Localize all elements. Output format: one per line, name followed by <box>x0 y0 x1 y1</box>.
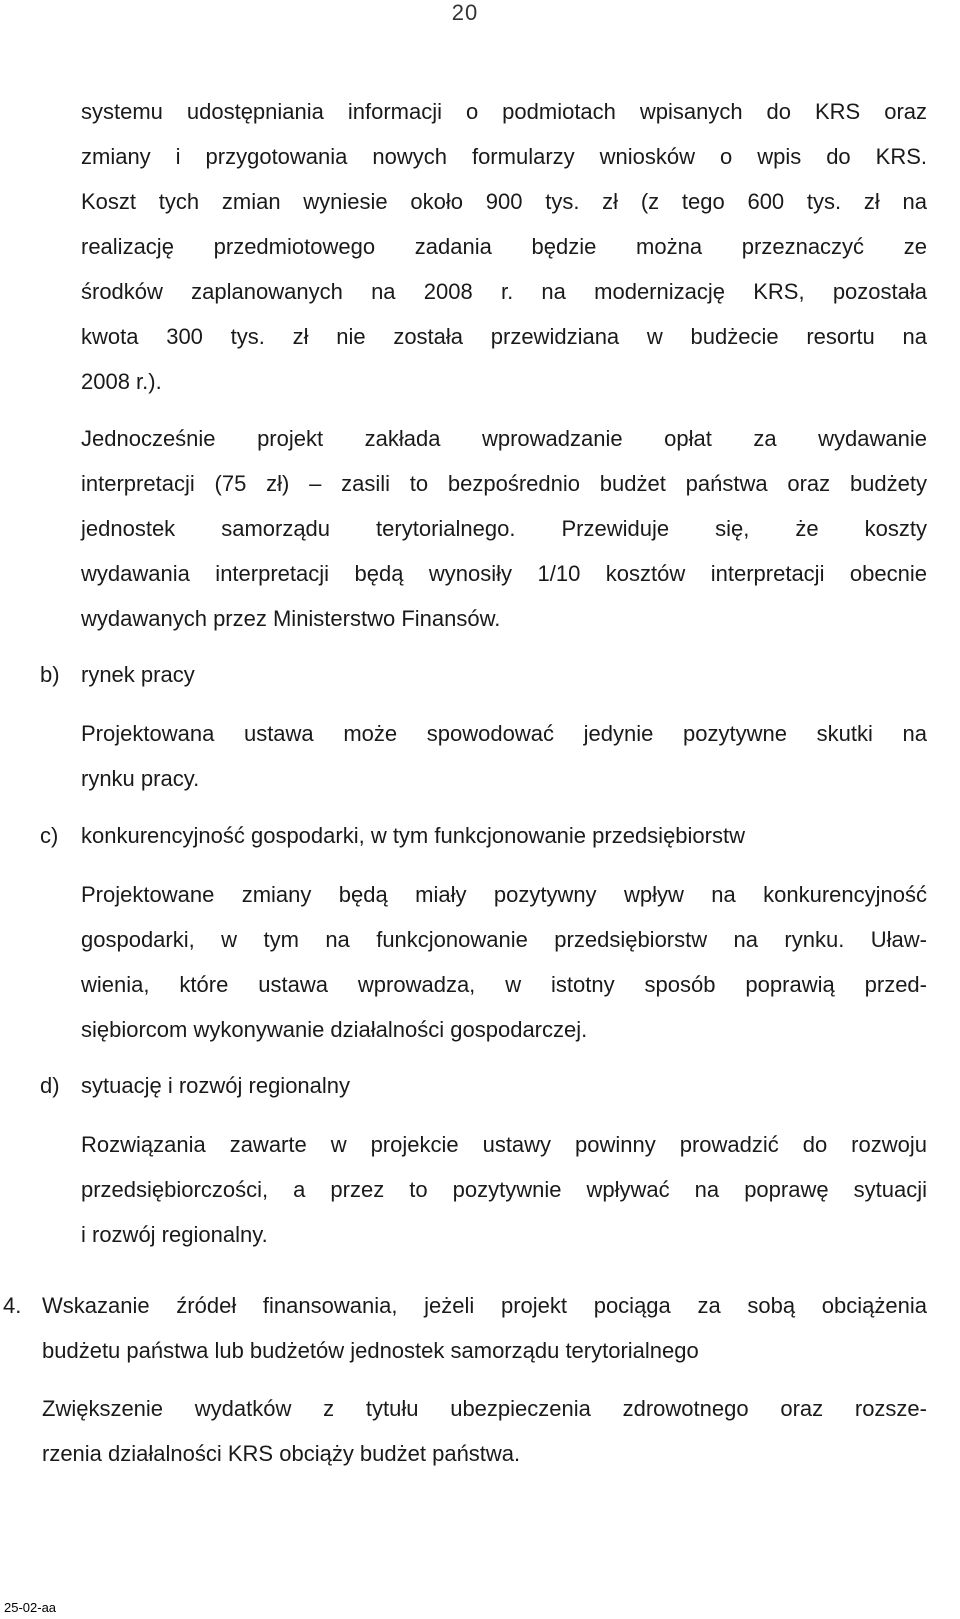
section-d-line-3: i rozwój regionalny. <box>81 1222 268 1247</box>
section-d-marker: d) <box>40 1073 60 1098</box>
section-4-body-line-1: Zwiększenie wydatków z tytułu ubezpieczenia zdrowotnego oraz rozsze- <box>42 1396 927 1421</box>
section-c-line-3: wienia, które ustawa wprowadza, w istotny sposób poprawią przed- <box>81 972 927 997</box>
fees-line-5: wydawanych przez Ministerstwo Finansów. <box>81 606 501 631</box>
section-4-heading-line-2: budżetu państwa lub budżetów jednostek samorządu terytorialnego <box>42 1338 699 1363</box>
fees-line-3: jednostek samorządu terytorialnego. Przewiduje się, że koszty <box>81 516 927 541</box>
section-c-marker: c) <box>40 823 59 848</box>
section-d-line-2: przedsiębiorczości, a przez to pozytywnie wpływać na poprawę sytuacji <box>81 1177 927 1202</box>
section-b-line-1: Projektowana ustawa może spowodować jedynie pozytywne skutki na <box>81 721 927 746</box>
section-b-heading: rynek pracy <box>81 662 195 687</box>
intro-line-4: realizację przedmiotowego zadania będzie można przeznaczyć ze <box>81 234 927 259</box>
footer-code: 25-02-aa <box>4 1600 57 1615</box>
fees-line-4: wydawania interpretacji będą wynosiły 1/10 kosztów interpretacji obecnie <box>81 561 927 586</box>
page-number: 20 <box>451 0 479 25</box>
section-b-line-2: rynku pracy. <box>81 766 200 791</box>
intro-line-7: 2008 r.). <box>81 369 162 394</box>
intro-line-3: Koszt tych zmian wyniesie około 900 tys. zł (z tego 600 tys. zł na <box>81 189 927 214</box>
section-c-heading: konkurencyjność gospodarki, w tym funkcjonowanie przedsiębiorstw <box>81 823 745 848</box>
fees-line-2: interpretacji (75 zł) – zasili to bezpośrednio budżet państwa oraz budżety <box>81 471 927 496</box>
section-4-body-line-2: rzenia działalności KRS obciąży budżet państwa. <box>42 1441 521 1466</box>
section-b-marker: b) <box>40 662 60 687</box>
intro-line-1: systemu udostępniania informacji o podmiotach wpisanych do KRS oraz <box>81 99 927 124</box>
section-c-line-2: gospodarki, w tym na funkcjonowanie przedsiębiorstw na rynku. Uław- <box>81 927 927 952</box>
intro-line-2: zmiany i przygotowania nowych formularzy wniosków o wpis do KRS. <box>81 144 927 169</box>
intro-line-6: kwota 300 tys. zł nie została przewidziana w budżecie resortu na <box>81 324 927 349</box>
section-4-heading-line-1: Wskazanie źródeł finansowania, jeżeli projekt pociąga za sobą obciążenia <box>42 1293 927 1318</box>
fees-line-1: Jednocześnie projekt zakłada wprowadzanie opłat za wydawanie <box>81 426 927 451</box>
section-d-line-1: Rozwiązania zawarte w projekcie ustawy powinny prowadzić do rozwoju <box>81 1132 927 1157</box>
section-c-line-1: Projektowane zmiany będą miały pozytywny wpływ na konkurencyjność <box>81 882 927 907</box>
intro-line-5: środków zaplanowanych na 2008 r. na modernizację KRS, pozostała <box>81 279 927 304</box>
section-4-marker: 4. <box>3 1293 22 1318</box>
section-c-line-4: siębiorcom wykonywanie działalności gospodarczej. <box>81 1017 588 1042</box>
section-d-heading: sytuację i rozwój regionalny <box>81 1073 351 1098</box>
